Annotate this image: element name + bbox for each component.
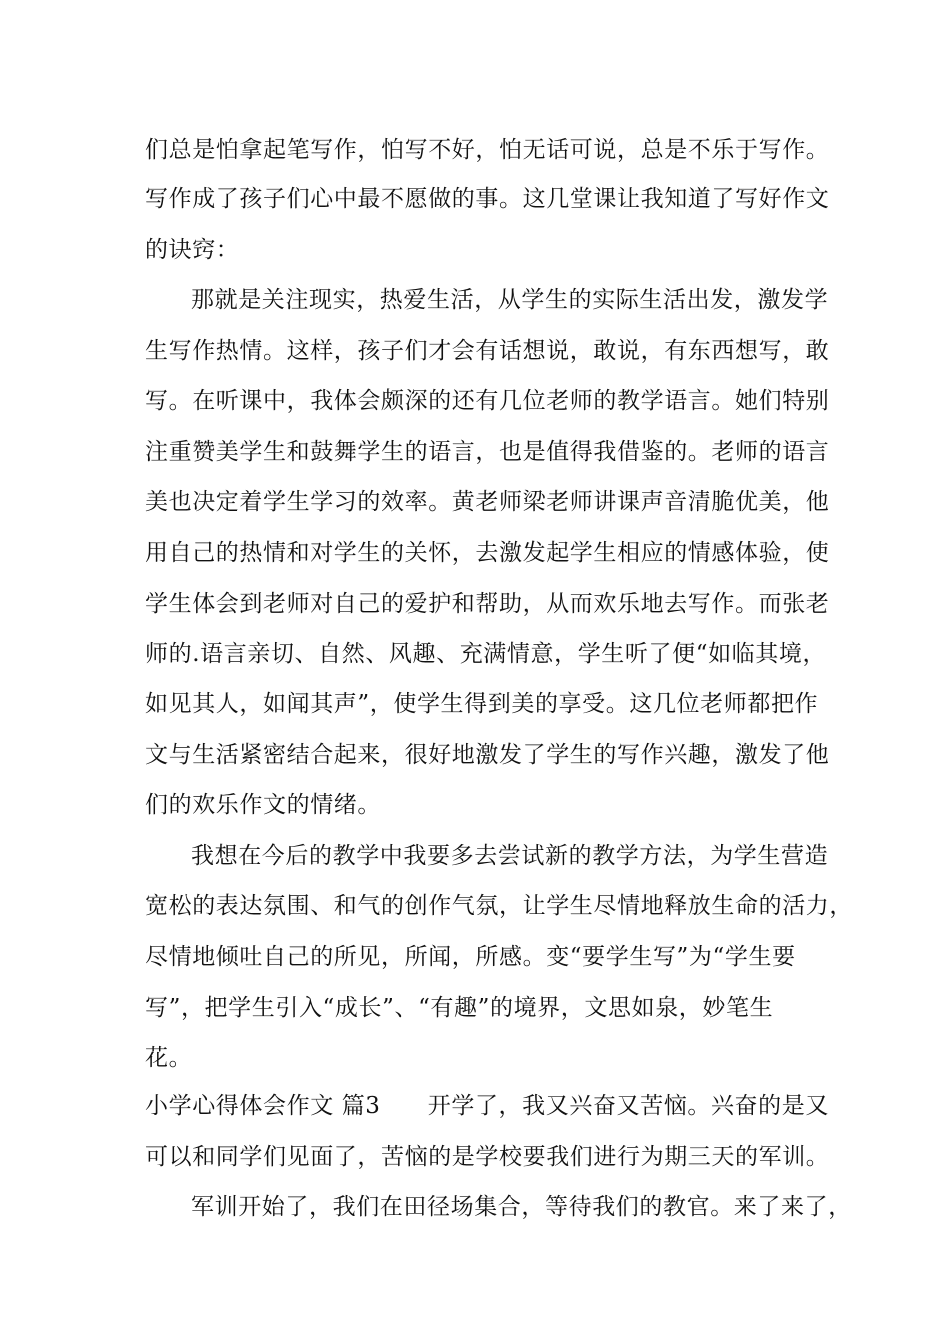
text-line: 可以和同学们见面了，苦恼的是学校要我们进行为期三天的军训。 bbox=[145, 1144, 830, 1170]
text-line: 们总是怕拿起笔写作，怕写不好，怕无话可说，总是不乐于写作。 bbox=[145, 137, 830, 163]
text-line: 我想在今后的教学中我要多去尝试新的教学方法，为学生营造 bbox=[191, 843, 829, 869]
text-line: 注重赞美学生和鼓舞学生的语言，也是值得我借鉴的。老师的语言 bbox=[145, 439, 830, 465]
text-line: 美也决定着学生学习的效率。黄老师梁老师讲课声音清脆优美，他 bbox=[145, 489, 830, 515]
text-line: 用自己的热情和对学生的关怀，去激发起学生相应的情感体验，使 bbox=[145, 540, 830, 566]
text-line: 花。 bbox=[145, 1045, 193, 1071]
text-line: 小学心得体会作文 篇3 开学了，我又兴奋又苦恼。兴奋的是又 bbox=[145, 1093, 829, 1119]
text-line: 生写作热情。这样，孩子们才会有话想说，敢说，有东西想写，敢 bbox=[145, 338, 830, 364]
text-line: 宽松的表达氛围、和气的创作气氛，让学生尽情地释放生命的活力， bbox=[145, 893, 853, 919]
text-line: 的诀窍： bbox=[145, 237, 240, 263]
text-line: 那就是关注现实，热爱生活，从学生的实际生活出发，激发学 bbox=[191, 287, 829, 313]
text-line: 写作成了孩子们心中最不愿做的事。这几堂课让我知道了写好作文 bbox=[145, 186, 830, 212]
text-line: 们的欢乐作文的情绪。 bbox=[145, 792, 381, 818]
text-line: 学生体会到老师对自己的爱护和帮助，从而欢乐地去写作。而张老 bbox=[145, 591, 830, 617]
text-line: 如见其人，如闻其声”，使学生得到美的享受。这几位老师都把作 bbox=[145, 691, 819, 717]
text-line: 写”，把学生引入“成长”、“有趣”的境界，文思如泉，妙笔生 bbox=[145, 995, 774, 1021]
text-line: 尽情地倾吐自己的所见，所闻，所感。变“要学生写”为“学生要 bbox=[145, 944, 796, 970]
text-line: 军训开始了，我们在田径场集合，等待我们的教官。来了来了， bbox=[191, 1194, 852, 1220]
text-line: 写。在听课中，我体会颇深的还有几位老师的教学语言。她们特别 bbox=[145, 388, 830, 414]
text-line: 师的.语言亲切、自然、风趣、充满情意，学生听了便“如临其境， bbox=[145, 641, 827, 667]
text-line: 文与生活紧密结合起来，很好地激发了学生的写作兴趣，激发了他 bbox=[145, 742, 830, 768]
